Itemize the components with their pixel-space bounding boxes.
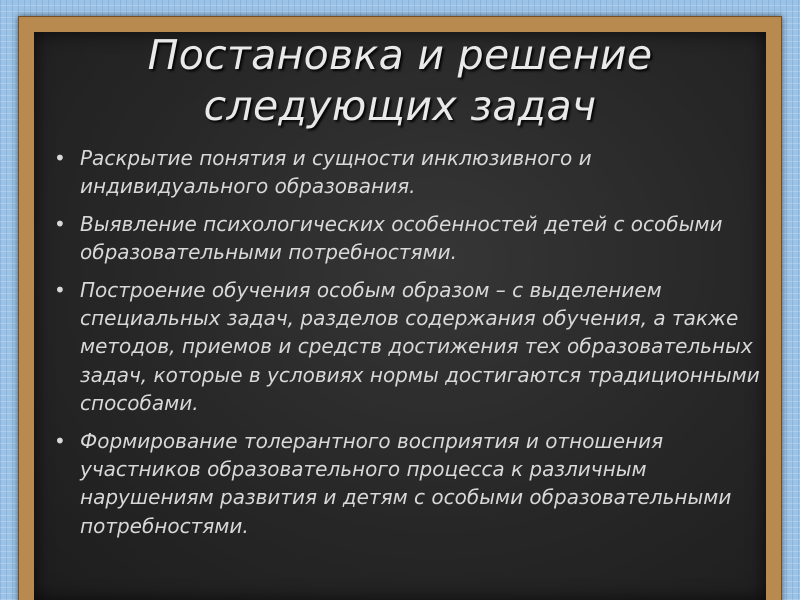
bullet-item [54,144,760,201]
bullet-text: Раскрытие понятия и сущности инклюзивного и индивидуального образования. [80,146,592,199]
bullet-icon: • [54,277,66,302]
bullet-icon: • [54,211,66,236]
bullet-text: Формирование толерантного восприятия и отношения участников образовательного процесса к различным нарушениям развития и детям с особыми образовательными потребностями. [80,428,732,538]
bullet-item [54,276,760,418]
bullet-icon: • [54,428,66,453]
slide-title: Постановка и решение следующих задач [147,31,653,130]
bullet-item [54,427,760,541]
bullet-text: Построение обучения особым образом – с выделением специальных задач, разделов содержания обучения, а также методов, приемов и средств достижения тех образовательных задач, которые в условиях нормы достигаются традиционными способами. [80,277,760,416]
bullet-text: Выявление психологических особенностей детей с особыми образовательными потребностями. [80,211,723,265]
bullet-list [54,144,760,549]
bullet-icon: • [54,146,66,170]
bullet-item [54,210,760,267]
